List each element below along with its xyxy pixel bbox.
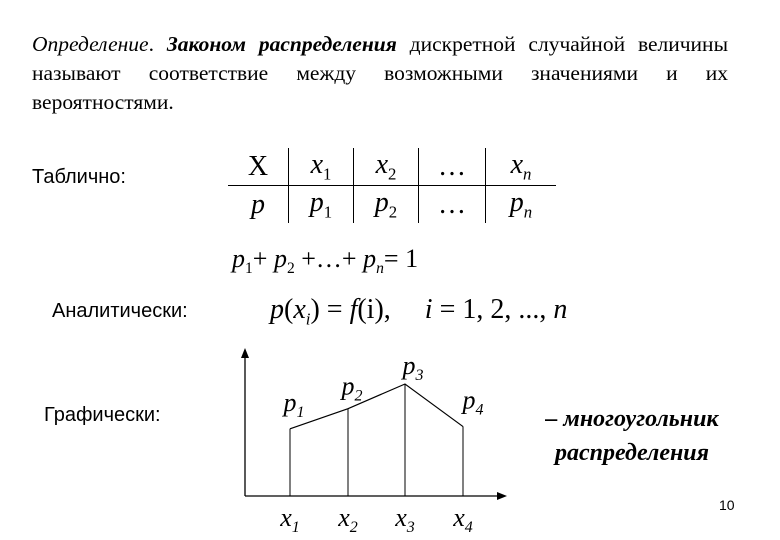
point-label: $p_2$ <box>341 371 363 405</box>
probability-sum-equation: $p_1+ p_2$ +…+ $p_n= 1$ <box>232 244 419 278</box>
point-label: $p_4$ <box>462 385 484 419</box>
polygon-svg <box>215 342 515 532</box>
x-axis-arrow <box>497 492 507 500</box>
x-tick-label: $x_2$ <box>338 503 358 532</box>
point-label: $p_3$ <box>402 351 424 384</box>
page-number: 10 <box>719 497 735 513</box>
table-cell: p <box>228 186 289 224</box>
table-row <box>228 186 556 224</box>
definition-bold-phrase: Законом распределения <box>166 32 397 56</box>
x-tick-label: $x_3$ <box>395 503 415 532</box>
table-cell: $x_2$ <box>354 148 419 186</box>
point-label: $p_1$ <box>283 387 305 421</box>
graph-caption-line1: – многоугольник <box>545 406 719 432</box>
distribution-polygon-chart <box>215 342 515 537</box>
table-cell: $p_1$ <box>289 186 354 224</box>
table-cell: … <box>419 186 486 224</box>
label-tabular: Таблично: <box>32 166 126 188</box>
x-tick-label: $x_1$ <box>280 503 300 532</box>
label-analytic: Аналитически: <box>52 300 188 322</box>
table-cell: $x_n$ <box>486 148 557 186</box>
x-tick-label: $x_4$ <box>453 503 473 532</box>
definition-term-punct: . <box>148 32 154 56</box>
label-graphic: Графически: <box>44 404 161 426</box>
graph-caption-line2: распределения <box>554 440 710 466</box>
definition-text: дискретной случайной величины называют соответствие между возможными значениями и их вероятностями. <box>32 32 729 114</box>
table-cell: $x_1$ <box>289 148 354 186</box>
table-cell: $p_n$ <box>486 186 557 224</box>
table-row <box>228 148 556 186</box>
graph-caption <box>522 402 742 470</box>
analytic-formula: $p(x_i) = f(i)$, i = 1, 2, ..., n <box>270 294 568 329</box>
table-cell: $p_2$ <box>354 186 419 224</box>
distribution-table <box>228 148 556 223</box>
table-cell: … <box>419 148 486 186</box>
polygon-line <box>290 384 463 429</box>
table-cell: X <box>247 150 269 182</box>
definition-paragraph <box>32 30 728 117</box>
y-axis-arrow <box>241 348 249 358</box>
definition-term-label: Определение <box>32 32 149 56</box>
